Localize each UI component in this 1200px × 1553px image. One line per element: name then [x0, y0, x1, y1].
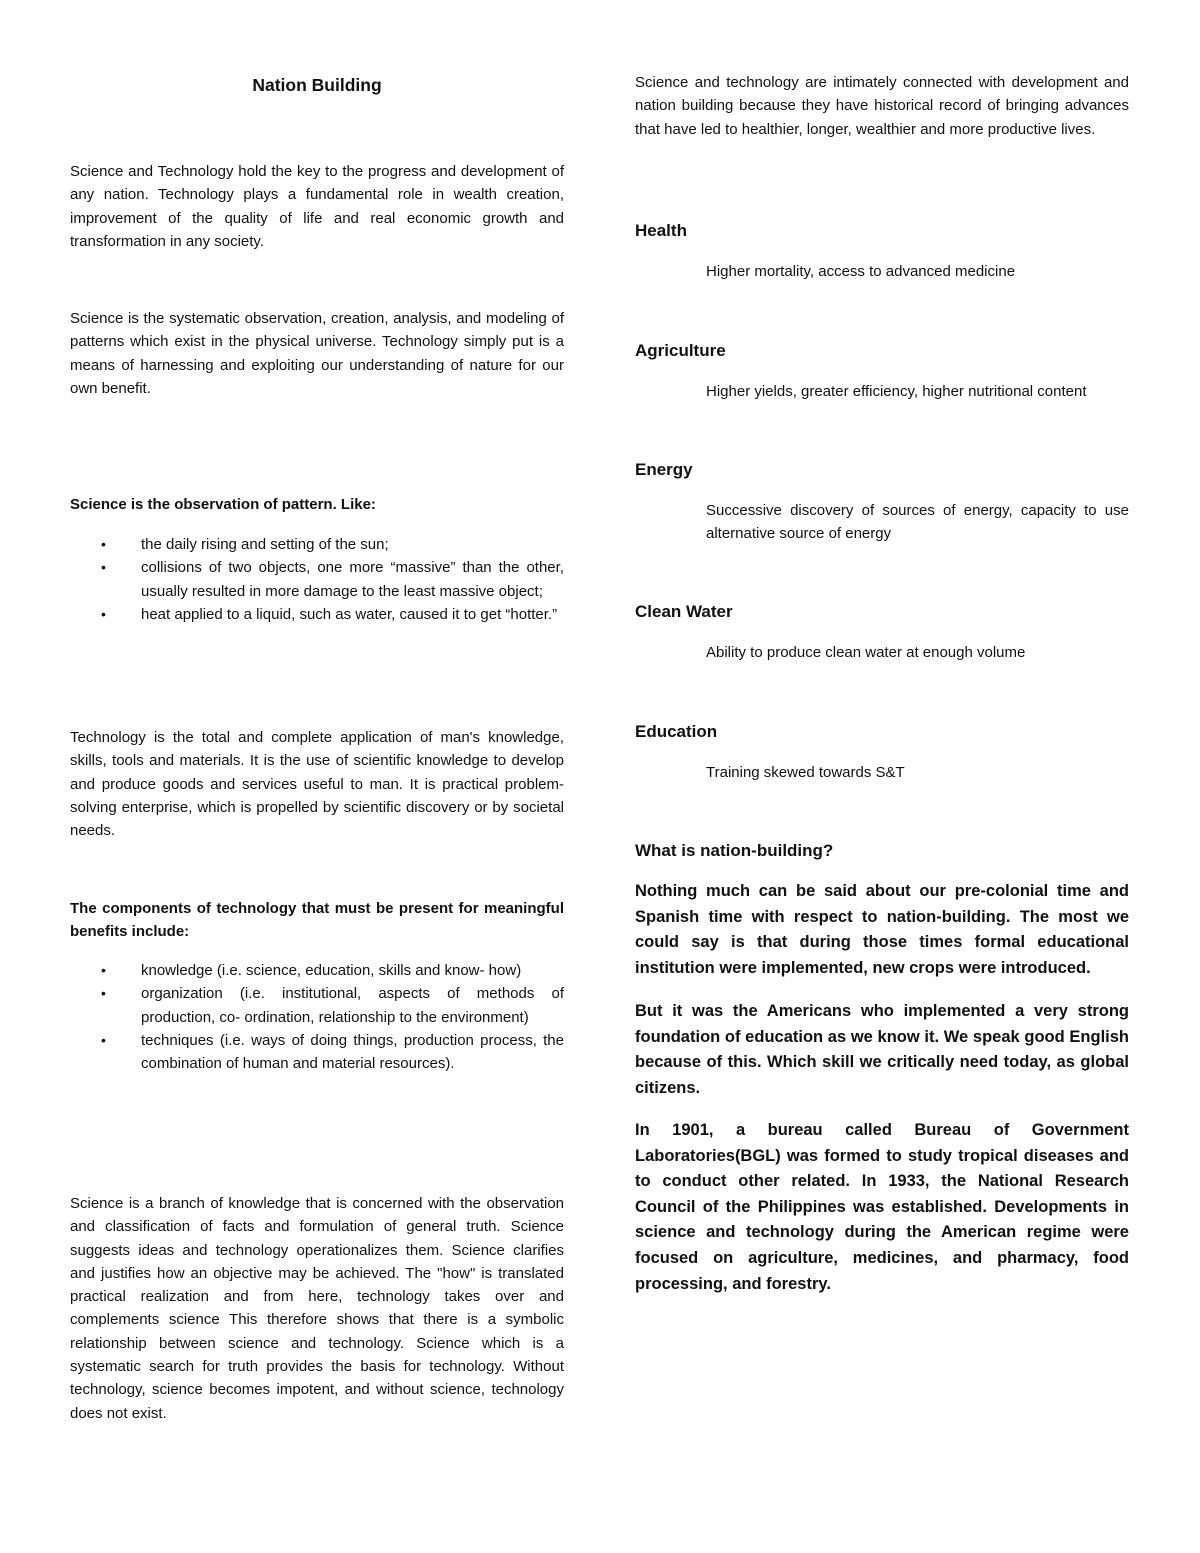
pattern-list — [70, 533, 564, 626]
section-text-energy: Successive discovery of sources of energy, capacity to use alternative source of energy — [706, 502, 1129, 543]
section-heading-agriculture: Agriculture — [635, 341, 726, 360]
section-text-agriculture: Higher yields, greater efficiency, higher nutritional content — [706, 383, 1087, 400]
intro-paragraph: Science and Technology hold the key to the progress and development of any nation. Technology plays a fundamental role in wealth creation, improvement of the quality of life and real economic growth and transformation in any society. — [70, 163, 564, 250]
bullet-icon: • — [101, 962, 106, 978]
section-text-education: Training skewed towards S&T — [706, 764, 905, 781]
page-title: Nation Building — [252, 75, 382, 95]
section-text-health: Higher mortality, access to advanced medicine — [706, 263, 1016, 280]
development-intro-paragraph: Science and technology are intimately connected with development and nation building because they have historical record of bringing advances that have led to healthier, longer, wealthier and more productive lives. — [635, 74, 1129, 138]
bullet-icon: • — [101, 559, 106, 576]
list-item: • techniques (i.e. ways of doing things, production process, the combination of human and material resources). — [70, 1029, 564, 1076]
science-technology-relationship-paragraph: Science is a branch of knowledge that is concerned with the observation and classification of facts and formulation of general truth. Science suggests ideas and technology operationalizes them. Science clarifies and justifies how an objective may be achieved. The "how" is translated practical realization and from here, technology takes over and complements science This therefore shows that there is a symbolic relationship between science and technology. Science which is a systematic search for truth provides the basis for technology. Without technology, science becomes impotent, and without science, technology does not exist. — [70, 1195, 564, 1422]
bullet-icon: • — [101, 536, 106, 552]
bullet-icon: • — [101, 605, 106, 622]
components-list — [70, 959, 564, 1075]
list-item: • the daily rising and setting of the sun; — [70, 533, 564, 556]
section-heading-education: Education — [635, 722, 718, 741]
section-heading-health: Health — [635, 221, 687, 240]
bureau-history-paragraph: In 1901, a bureau called Bureau of Government Laboratories(BGL) was formed to study tropical diseases and to conduct other related. In 1933, the National Research Council of the Philippines was established. Developments in science and technology during the American regime were focused on agriculture, medicines, and pharmacy, food processing, and forestry. — [635, 1121, 1129, 1293]
list-item: • collisions of two objects, one more “massive” than the other, usually resulted in more damage to the least massive object; — [70, 556, 564, 603]
section-heading-clean-water: Clean Water — [635, 602, 733, 621]
section-heading-energy: Energy — [635, 460, 693, 479]
science-definition-paragraph: Science is the systematic observation, creation, analysis, and modeling of patterns which exist in the physical universe. Technology simply put is a means of harnessing and exploiting our understanding of nature for our own benefit. — [70, 310, 564, 397]
pattern-heading: Science is the observation of pattern. Like: — [70, 496, 376, 513]
list-item: • knowledge (i.e. science, education, skills and know- how) — [70, 959, 564, 982]
question-heading: What is nation-building? — [635, 841, 834, 860]
american-education-paragraph: But it was the Americans who implemented a very strong foundation of education as we know it. We speak good English because of this. Which skill we critically need today, as global citizens. — [635, 1002, 1129, 1097]
precolonial-paragraph: Nothing much can be said about our pre-colonial time and Spanish time with respect to nation-building. The most we could say is that during those times formal educational institution were implemented, new crops were introduced. — [635, 882, 1129, 977]
list-item: • heat applied to a liquid, such as water, caused it to get “hotter.” — [70, 603, 564, 626]
bullet-icon: • — [101, 1031, 106, 1048]
section-text-clean-water: Ability to produce clean water at enough volume — [706, 644, 1026, 661]
components-heading: The components of technology that must be present for meaningful benefits include: — [70, 900, 564, 941]
bullet-icon: • — [101, 985, 106, 1002]
list-item: • organization (i.e. institutional, aspects of methods of production, co- ordination, relationship to the environment) — [70, 982, 564, 1029]
technology-definition-paragraph: Technology is the total and complete application of man's knowledge, skills, tools and materials. It is the use of scientific knowledge to develop and produce goods and services useful to man. It is practical problem-solving enterprise, which is propelled by scientific discovery or by societal needs. — [70, 729, 564, 840]
